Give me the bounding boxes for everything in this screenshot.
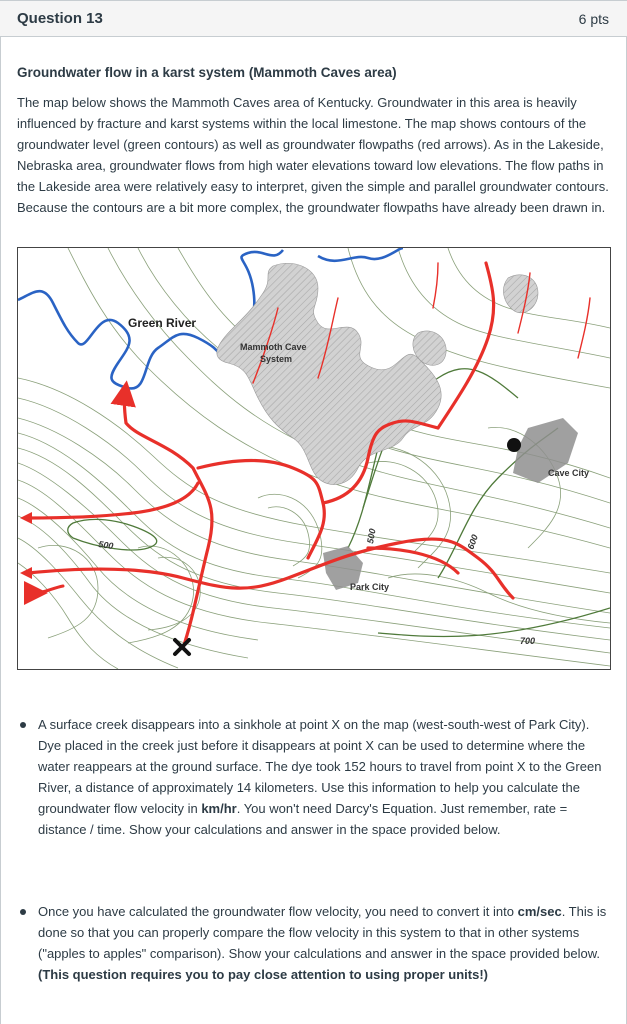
park-city-label: Park City	[350, 582, 390, 592]
mammoth-cave-system	[217, 263, 441, 484]
question-header	[0, 0, 627, 37]
groundwater-map	[17, 247, 611, 670]
cave-city-label: Cave City	[548, 468, 590, 478]
cave-patch-ne	[503, 275, 538, 313]
mammoth-cave-label-1: Mammoth Cave	[240, 342, 307, 352]
question-points: 6 pts	[578, 11, 609, 27]
question-title: Question 13	[17, 10, 103, 27]
flow-arrowhead-n	[119, 388, 131, 400]
bullet-dot	[20, 722, 26, 728]
green-river-label: Green River	[128, 316, 197, 330]
intro-paragraph: The map below shows the Mammoth Caves area of Kentucky. Groundwater in this area is heavily influenced by fracture and karst systems within the local limestone. The map shows contours of the groundwater level (green contours) as well as groundwater flowpaths (red arrows). As in the Lakeside, Nebraska area, groundwater flows from high water elevations toward low elevations. The flow paths in the Lakeside area were relatively easy to interpret, given the simple and parallel groundwater contours. Because the contours are a bit more complex, the groundwater flowpaths have already been drawn in.	[17, 95, 609, 215]
contour-700-label: 700	[520, 636, 536, 646]
bullet-text-1: A surface creek disappears into a sinkhole at point X on the map (west-south-west of Park City). Dye placed in the creek just before it disappears at point X can be used to determine where the water reappears at the ground surface. The dye took 152 hours to travel from point X to the Green River, a distance of approximately 14 kilometers. Use this information to help you calculate the groundwater flow velocity in km/hr. You won't need Darcy's Equation. Just remember, rate = distance / time. Show your calculations and answer in the space provided below.	[38, 717, 602, 837]
cave-city-point	[507, 438, 521, 452]
mammoth-cave-label-2: System	[260, 354, 293, 364]
bullet-dot	[20, 909, 26, 915]
flow-arrowhead-w2	[20, 512, 32, 524]
contour-500-label-mid: 500	[365, 527, 378, 545]
contour-600-label: 600	[465, 533, 481, 551]
left-border	[0, 37, 1, 1024]
contour-500-label-left: 500	[97, 539, 114, 552]
bullet-text-2: Once you have calculated the groundwater flow velocity, you need to convert it into cm/sec. This is done so that you can properly compare the flow velocity in this system to that in other systems ("apples to apples" comparison). Show your calculations and answer in the space provided below. (This question requires you to pay close attention to using proper units!)	[38, 904, 607, 982]
map-svg	[18, 248, 610, 669]
section-heading: Groundwater flow in a karst system (Mammoth Caves area)	[17, 65, 397, 80]
river-branch	[318, 248, 403, 261]
